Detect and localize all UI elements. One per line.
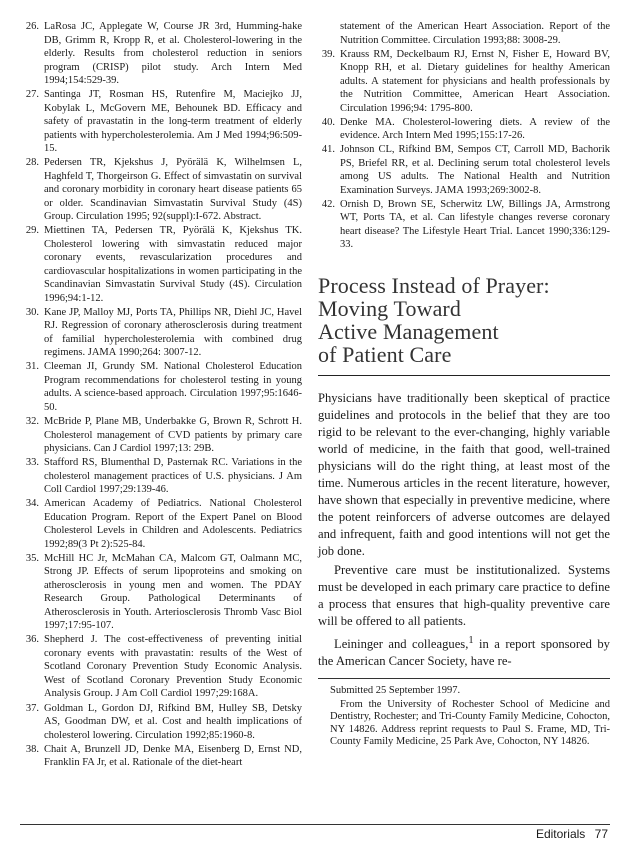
reference-item xyxy=(318,198,610,252)
reference-text: LaRosa JC, Applegate W, Course JR 3rd, Humming-hake DB, Grimm R, Kropp R, et al. Cholesterol-lowering in the elderly. Results from cholesterol reduction in seniors program (CRISP) pilot study. Arch Intern Med 1994;154:529-39. xyxy=(44,21,302,86)
reference-number: 37. xyxy=(25,702,39,714)
reference-text: statement of the American Heart Association. Report of the Nutrition Committee. Circulation 1993;88: 3008-29. xyxy=(340,21,610,46)
reference-item xyxy=(20,224,302,305)
reference-text: Santinga JT, Rosman HS, Rutenfire M, Maciejko JJ, Kobylak L, McGovern ME, Behounek BD. Efficacy and safety of pravastatin in the long-term treatment of elderly patients with hypercholesterolemia. Am J Med 1994;96:509-15. xyxy=(44,89,302,155)
body-paragraph-text: in a report sponsored by the American Cancer Society, have re- xyxy=(318,637,610,669)
reference-text: Miettinen TA, Pedersen TR, Pyörälä K, Kjekshus TK. Cholesterol lowering with simvastatin reduced major coronary events, revascularization procedures and cardiovascular hospitalizations in women participating in the Scandinavian Simvastatin Survival Study (4S). Circulation 1996;94:1-12. xyxy=(44,225,302,304)
section-name: Editorials xyxy=(535,827,586,841)
reference-text: Stafford RS, Blumenthal D, Pasternak RC. Variations in the cholesterol management practices of U.S. physicians. J Am Coll Cardiol 1997;29:139-46. xyxy=(44,457,302,496)
reference-text: Ornish D, Brown SE, Scherwitz LW, Billings JA, Armstrong WT, Ports TA, et al. Can lifestyle changes reverse coronary heart disease? The Lifestyle Heart Trial. Lancet 1990;336:129-33. xyxy=(340,198,610,251)
reference-item xyxy=(20,156,302,224)
reference-number: 31. xyxy=(25,361,39,373)
reference-item xyxy=(318,48,610,116)
reference-number: 28. xyxy=(25,157,39,169)
reference-text: Shepherd J. The cost-effectiveness of preventing initial coronary events with pravastatin: results of the West of Scotland Coronary Prevention Study Economic Analysis. West of Scotland Coronary Prevention Study Economic Analysis Group. J Am Coll Cardiol 1997;29:168A. xyxy=(44,634,302,700)
reference-number: 32. xyxy=(25,416,39,428)
reference-text: Denke MA. Cholesterol-lowering diets. A review of the evidence. Arch Intern Med 1995;155:17-26. xyxy=(340,116,610,142)
title-line: of Patient Care xyxy=(318,341,452,367)
body-paragraph: Preventive care must be institutionalized. Systems must be developed in each primary care practice to define a process that ensures that high-quality preventive care will be offered to all patients. xyxy=(318,562,610,628)
reference-item xyxy=(20,743,302,770)
reference-item xyxy=(20,456,302,497)
reference-item xyxy=(318,20,610,47)
reference-item xyxy=(20,88,302,156)
reference-text: Goldman L, Gordon DJ, Rifkind BM, Hulley SB, Detsky AS, Goodman DW, et al. Cost and health implications of cholesterol lowering. Circulation 1992;85:1960-8. xyxy=(44,702,302,741)
reference-number: 39. xyxy=(321,48,335,60)
citation-superscript: 1 xyxy=(468,634,474,646)
footer-rule xyxy=(20,824,610,825)
reference-number: 26. xyxy=(25,21,39,32)
reference-item xyxy=(20,306,302,360)
reference-list-right xyxy=(318,20,610,252)
body-paragraph-text: Leininger and colleagues, xyxy=(334,637,469,652)
page-footer xyxy=(530,827,608,841)
reference-item xyxy=(20,552,302,633)
reference-text: Krauss RM, Deckelbaum RJ, Ernst N, Fisher E, Howard BV, Knopp RH, et al. Dietary guidelines for healthy American adults. A statement for physicians and health professionals by the Nutrition Committee, American Heart Association. Circulation 1996;94: 1795-800. xyxy=(340,48,610,114)
body-paragraph xyxy=(318,632,610,670)
right-column xyxy=(318,20,610,750)
article-title xyxy=(318,274,610,376)
reference-number: 42. xyxy=(321,198,335,210)
reference-number: 40. xyxy=(321,116,335,128)
reference-number: 36. xyxy=(25,634,39,646)
reference-number: 30. xyxy=(25,306,39,318)
reference-text: McHill HC Jr, McMahan CA, Malcom GT, Oalmann MC, Strong JP. Effects of serum lipoproteins and smoking on atherosclerosis in young men and women. The PDAY Research Group. Pathological Determinants of Atherosclerosis in Youth. Arteriosclerosis Thromb Vasc Biol 1997;17:95-107. xyxy=(44,552,302,632)
left-column xyxy=(20,20,302,770)
reference-number: 29. xyxy=(25,225,39,237)
title-line: Moving Toward xyxy=(318,295,461,321)
reference-text: Pedersen TR, Kjekshus J, Pyörälä K, Wilhelmsen L, Haghfeld T, Thorgeirson G. Effect of simvastatin on survival and coronary morbidity in coronary heart disease patients 65 or older. Scandinavian Simvastatin Survival Study (4S) Group. Circulation 1995; 92(suppl):I-672. Abstract. xyxy=(44,157,302,223)
reference-item xyxy=(20,360,302,414)
footnote-block xyxy=(318,685,610,749)
reference-number: 38. xyxy=(25,743,39,755)
reference-item xyxy=(20,415,302,456)
reference-item xyxy=(20,633,302,701)
reference-item xyxy=(20,20,302,88)
reference-text: Cleeman JI, Grundy SM. National Cholesterol Education Program recommendations for cholesterol testing in young adults. A science-based approach. Circulation 1997;95:1646-50. xyxy=(44,361,302,413)
footnote-submitted: Submitted 25 September 1997. xyxy=(330,685,461,697)
reference-number: 33. xyxy=(25,457,39,469)
reference-item xyxy=(318,116,610,143)
title-line: Process Instead of Prayer: xyxy=(318,272,550,298)
reference-text: Chait A, Brunzell JD, Denke MA, Eisenberg D, Ernst ND, Franklin FA Jr, et al. Rationale of the diet-heart xyxy=(44,743,302,769)
reference-number: 34. xyxy=(25,498,39,510)
footnote-divider xyxy=(318,678,610,679)
reference-text: American Academy of Pediatrics. National Cholesterol Education Program. Report of the Expert Panel on Blood Cholesterol Levels in Children and Adolescents. Pediatrics 1992;89(3 Pt 2):525-84. xyxy=(44,498,302,550)
reference-number: 35. xyxy=(25,552,39,564)
reference-number: 41. xyxy=(321,144,335,156)
reference-text: McBride P, Plane MB, Underbakke G, Brown R, Schrott H. Cholesterol management of CVD patients by primary care physicians. Can J Cardiol 1997;13: 29B. xyxy=(44,416,302,455)
title-line: Active Management xyxy=(318,318,499,344)
article-body xyxy=(318,390,610,670)
footnote-affiliation: From the University of Rochester School of Medicine and Dentistry, Rochester; and Tri-County Family Medicine, Cohocton, NY 14826. Address reprint requests to Paul S. Frame, MD, Tri-County Family Medicine, 25 Park Ave, Cohocton, NY 14826. xyxy=(330,698,610,748)
reference-text: Johnson CL, Rifkind BM, Sempos CT, Carroll MD, Bachorik PS, Briefel RR, et al. Declining serum total cholesterol levels among US adults. The National Health and Nutrition Examination Surveys. JAMA 1993;269:3002-8. xyxy=(340,144,610,196)
reference-item xyxy=(318,143,610,197)
page-number: 77 xyxy=(594,827,608,841)
body-paragraph: Physicians have traditionally been skeptical of practice guidelines and protocols in the belief that they are too rigid to be relevant to the ever-changing, highly variable world of medicine, in the faith that good, well-trained physicians will do the right thing, at least most of the time. Numerous articles in the recent literature, however, have shown that especially in preventive medicine, where the potent reinforcers of adverse outcomes are delayed and infrequent, faith and good intentions will not get the job done. xyxy=(318,390,610,558)
reference-text: Kane JP, Malloy MJ, Ports TA, Phillips NR, Diehl JC, Havel RJ. Regression of coronary atherosclerosis during treatment of familial hypercholesterolemia with combined drug regimens. JAMA 1990;264: 3007-12. xyxy=(44,306,302,359)
reference-item xyxy=(20,702,302,743)
reference-item xyxy=(20,497,302,551)
reference-number: 27. xyxy=(25,89,39,101)
reference-list-left xyxy=(20,20,302,770)
